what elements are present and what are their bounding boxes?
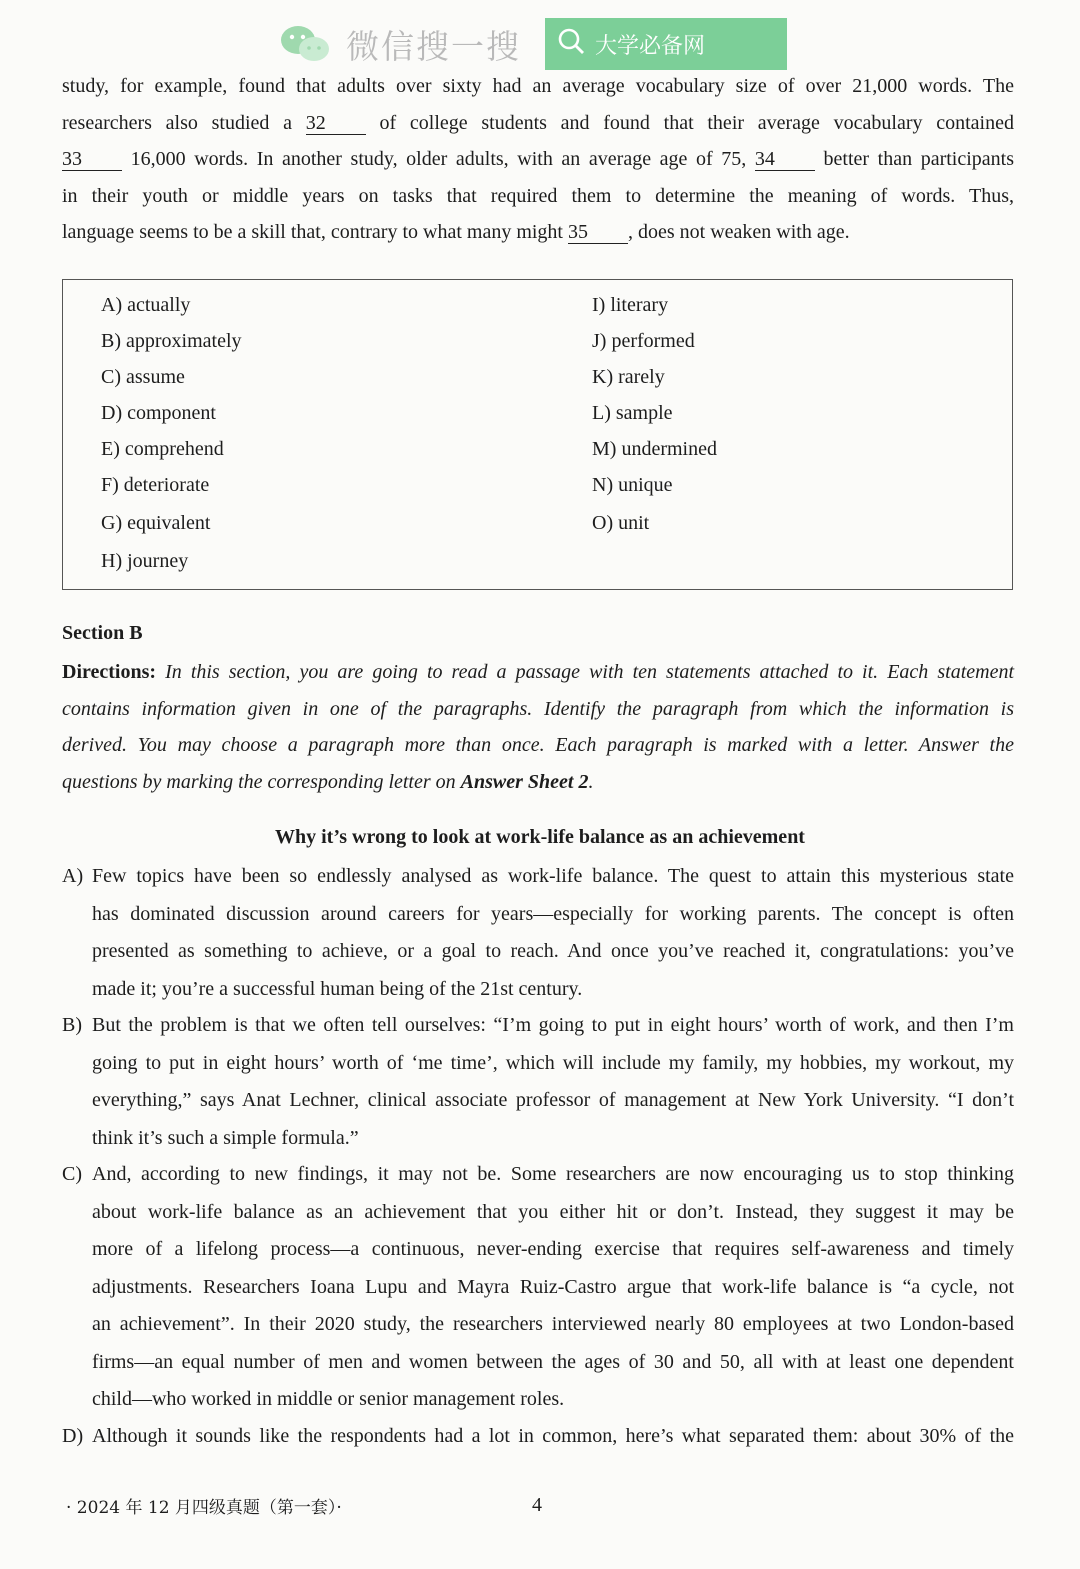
- cloze-passage: [62, 68, 1014, 251]
- word-option: L) sample: [592, 402, 673, 424]
- paragraph-line: Few topics have been so endlessly analysed as work-life balance. The quest to attain this mysterious state: [92, 865, 1014, 887]
- paragraph-line: think it’s such a simple formula.”: [92, 1126, 359, 1149]
- watermark-search-box: [545, 18, 787, 70]
- paragraph-line: going to put in eight hours’ worth of ‘me time’, which will include my family, my hobbies, my workout, my: [92, 1051, 1014, 1074]
- wechat-icon: [278, 22, 334, 66]
- paragraph-line: And, according to new findings, it may not be. Some researchers are now encouraging us to stop thinking: [92, 1163, 1014, 1185]
- passage-line: [62, 214, 1014, 251]
- paragraph-line: everything,” says Anat Lechner, clinical associate professor of management at New York University. “I don’t: [92, 1089, 1014, 1111]
- word-option: C) assume: [101, 366, 185, 388]
- search-icon: [557, 27, 585, 61]
- directions-end: .: [588, 770, 594, 793]
- paragraph-line: an achievement”. In their 2020 study, the researchers interviewed nearly 80 employees at two London-based: [92, 1313, 1014, 1335]
- word-option: F) deteriorate: [101, 474, 210, 496]
- page-number: 4: [532, 1494, 542, 1516]
- passage-title: Why it’s wrong to look at work-life balance as an achievement: [275, 826, 805, 848]
- watermark-text: 微信搜一搜: [346, 26, 521, 66]
- blank-35: 35: [568, 221, 628, 244]
- paragraph-line: firms—an equal number of men and women between the ages of 30 and 50, all with at least one dependent: [92, 1350, 1014, 1373]
- word-option: G) equivalent: [101, 512, 211, 534]
- answer-sheet-ref: Answer Sheet 2: [460, 770, 589, 793]
- paragraph-line: child—who worked in middle or senior management roles.: [92, 1388, 565, 1410]
- paragraph-line: about work-life balance as an achievement that you either hit or don’t. Instead, they suggest it may be: [92, 1200, 1014, 1223]
- passage-text: researchers also studied a: [62, 111, 306, 134]
- paragraph-letter: D): [62, 1425, 84, 1447]
- word-option: N) unique: [592, 474, 673, 496]
- paragraph-letter: C): [62, 1163, 82, 1185]
- paragraph-line: Although it sounds like the respondents had a lot in common, here’s what separated them: about 30% of the: [92, 1425, 1014, 1447]
- passage-text: 16,000 words. In another study, older adults, with an average age of 75,: [122, 148, 755, 170]
- word-option: O) unit: [592, 512, 650, 534]
- paragraph-line: has dominated discussion around careers for years—especially for working parents. The concept is often: [92, 902, 1014, 925]
- directions: [62, 654, 1014, 800]
- directions-line: In this section, you are going to read a passage with ten statements attached to it. Each statement: [156, 661, 1014, 683]
- blank-32: 32: [306, 112, 366, 135]
- directions-label: Directions:: [62, 661, 157, 683]
- word-option: H) journey: [101, 550, 189, 572]
- word-option: B) approximately: [101, 330, 242, 352]
- word-bank: [62, 279, 1013, 590]
- paragraph-letter: B): [62, 1014, 82, 1036]
- passage-line: [62, 68, 1014, 105]
- section-b-heading: Section B: [62, 622, 143, 644]
- word-option: D) component: [101, 402, 216, 424]
- word-option: J) performed: [592, 330, 695, 352]
- paragraph-line: more of a lifelong process—a continuous, never-ending exercise that requires self-awareness and timely: [92, 1238, 1014, 1260]
- blank-33: 33: [62, 148, 122, 171]
- paragraph-line: But the problem is that we often tell ourselves: “I’m going to put in eight hours’ worth of work, and then I’m: [92, 1014, 1014, 1036]
- word-option: M) undermined: [592, 438, 717, 460]
- paragraph-line: presented as something to achieve, or a goal to reach. And once you’ve reached it, congratulations: you’ve: [92, 940, 1014, 962]
- paragraph-line: adjustments. Researchers Ioana Lupu and Mayra Ruiz-Castro argue that work-life balance is “a cycle, not: [92, 1275, 1014, 1298]
- passage-text: of college students and found that their average vocabulary contained: [365, 111, 1014, 134]
- directions-line: derived. You may choose a paragraph more than once. Each paragraph is marked with a letter. Answer the: [62, 734, 1014, 756]
- directions-line: contains information given in one of the paragraphs. Identify the paragraph from which the information is: [62, 697, 1014, 720]
- word-option: E) comprehend: [101, 438, 224, 460]
- directions-line: questions by marking the corresponding letter on: [62, 770, 461, 793]
- passage-text: , does not weaken with age.: [628, 221, 850, 243]
- paragraph-line: made it; you’re a successful human being of the 21st century.: [92, 977, 583, 1000]
- passage-line: [62, 178, 1014, 215]
- word-option: I) literary: [592, 294, 669, 316]
- word-option: K) rarely: [592, 366, 665, 388]
- passage-line: [62, 105, 1014, 142]
- passage-text: in their youth or middle years on tasks that required them to determine the meaning of words. Thus,: [62, 184, 1014, 207]
- passage-text: study, for example, found that adults over sixty had an average vocabulary size of over 21,000 words. The: [62, 75, 1014, 97]
- passage-text: better than participants: [814, 148, 1014, 170]
- watermark-search-label: 大学必备网: [595, 33, 706, 59]
- word-option: A) actually: [101, 294, 191, 316]
- watermark: [278, 18, 706, 70]
- blank-34: 34: [755, 148, 815, 171]
- paragraph-letter: A): [62, 865, 84, 887]
- footer-exam-label: · 2024 年 12 月四级真题（第一套）·: [66, 1498, 342, 1518]
- passage-text: language seems to be a skill that, contrary to what many might: [62, 221, 568, 243]
- passage-line: [62, 141, 1014, 178]
